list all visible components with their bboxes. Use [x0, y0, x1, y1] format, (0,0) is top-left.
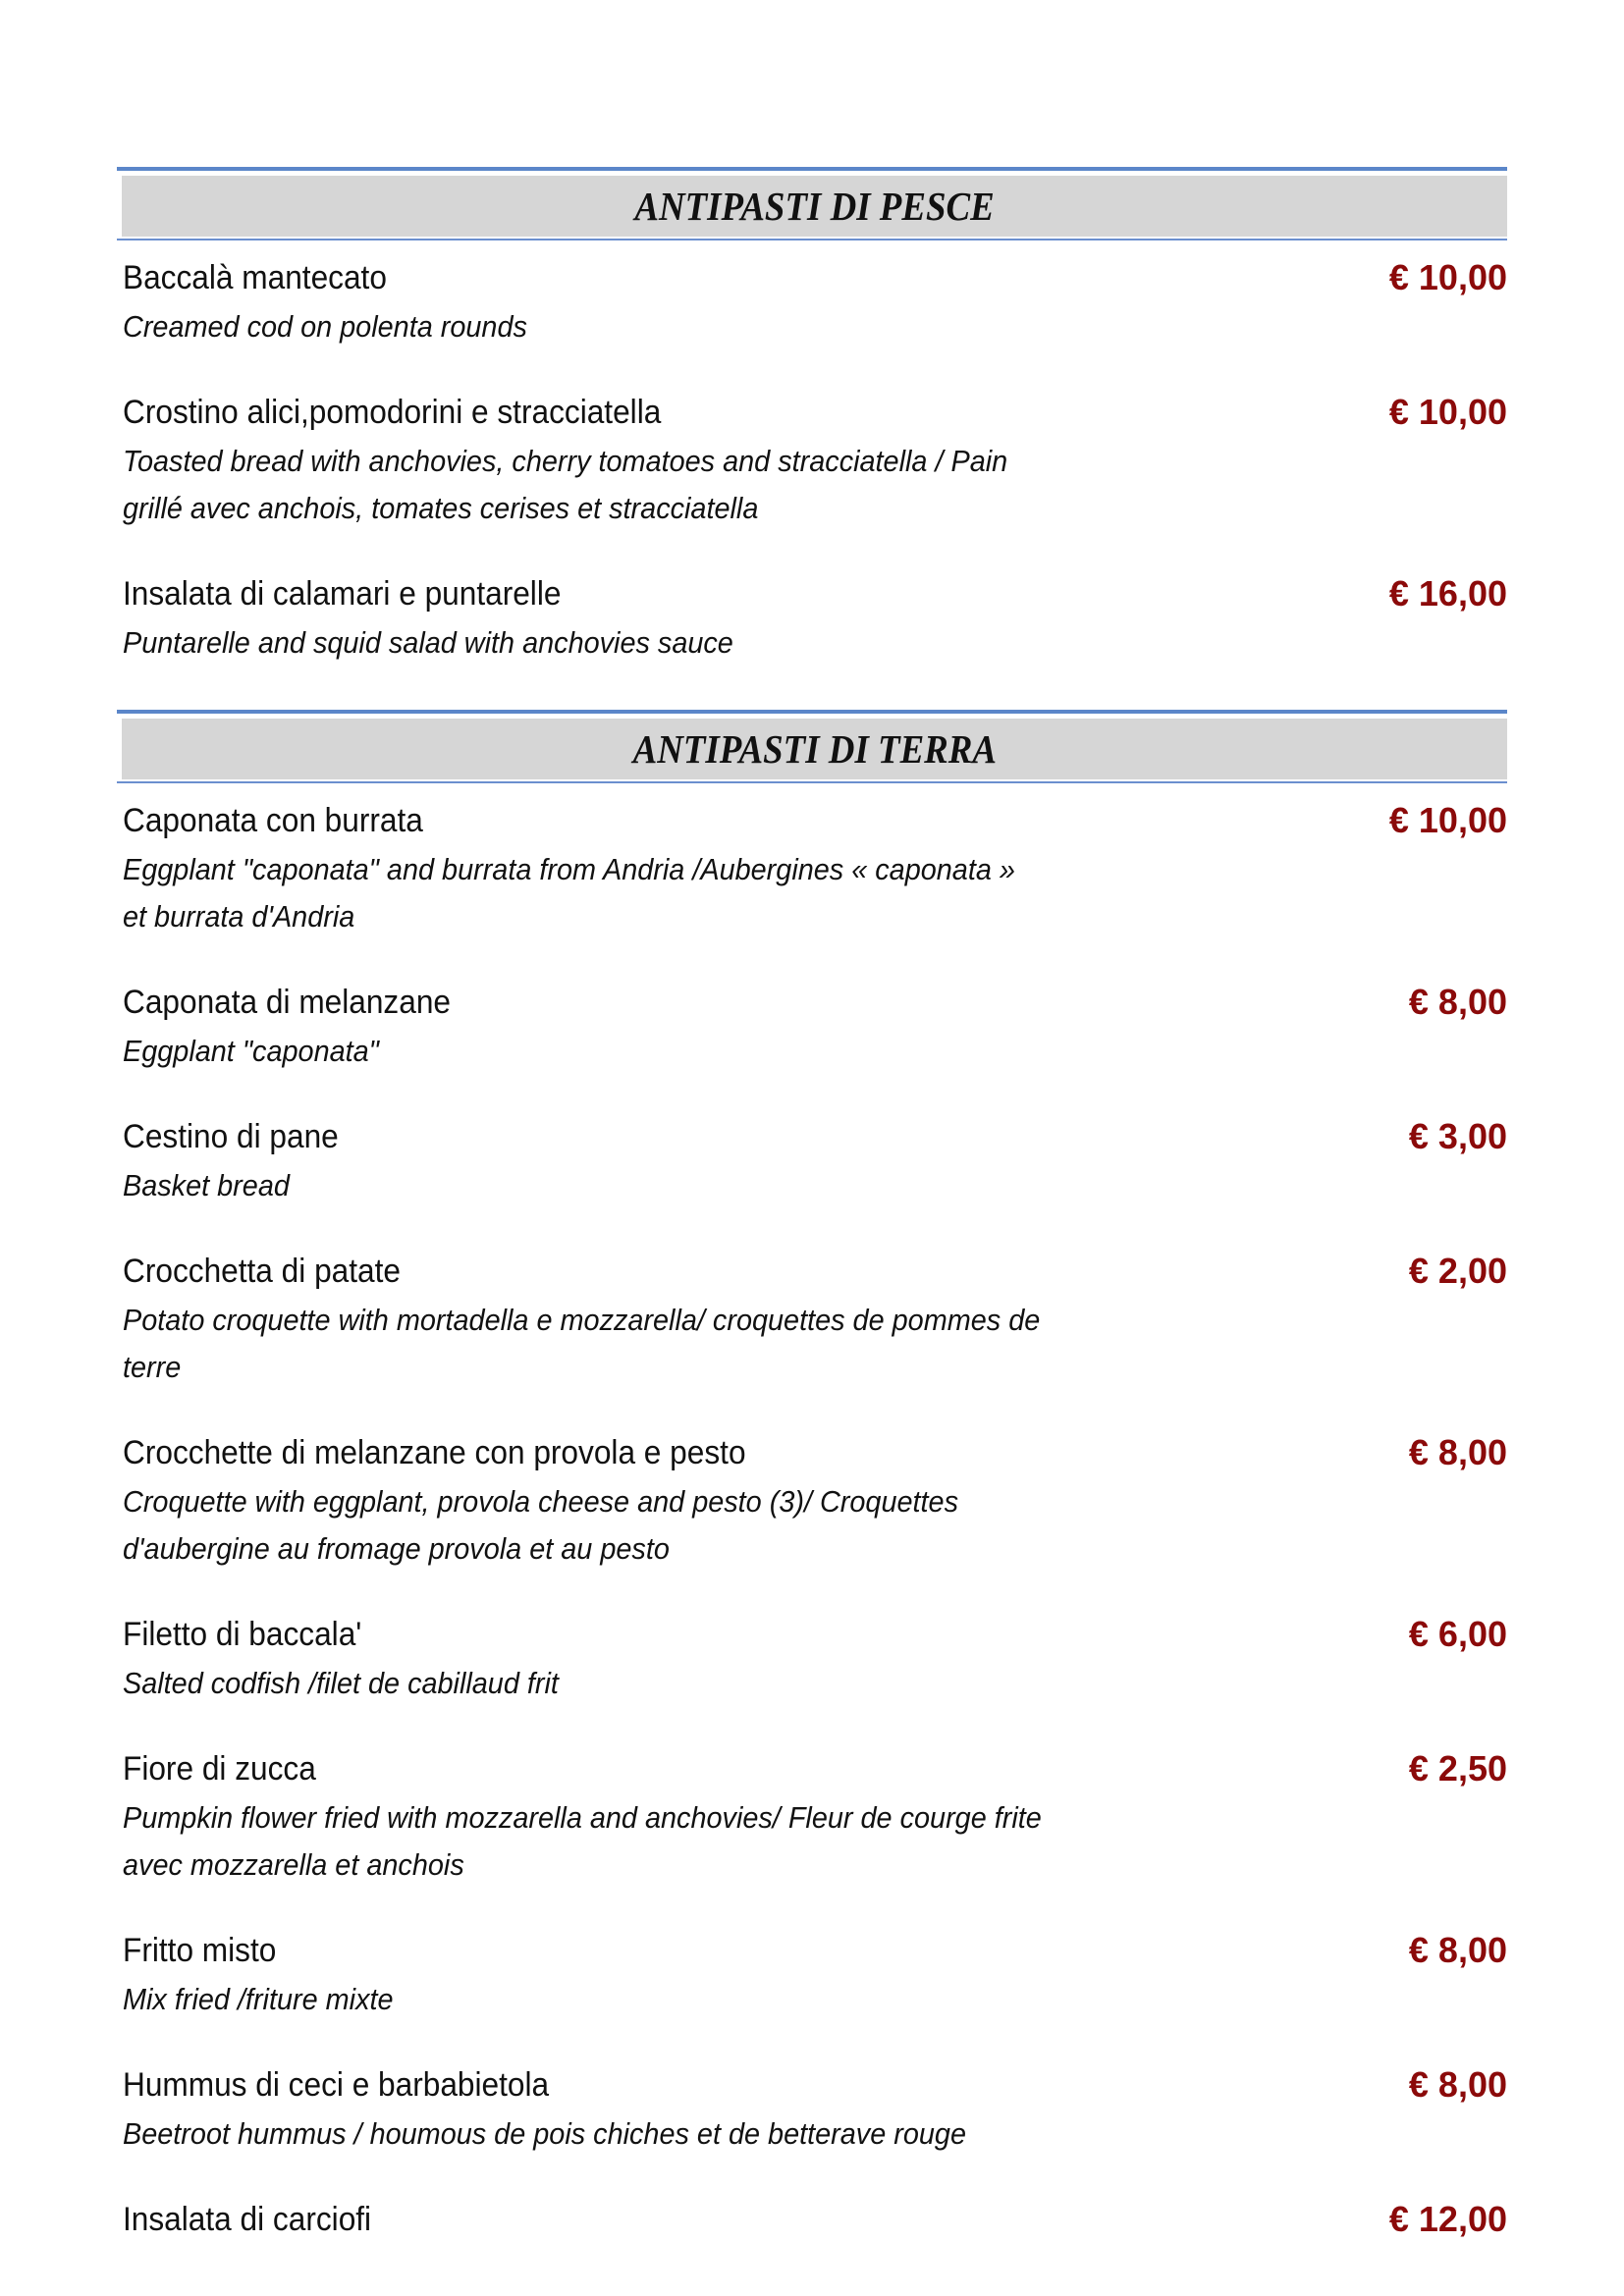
menu-item [123, 977, 1507, 1075]
item-description: Potato croquette with mortadella e mozzarella/ croquettes de pommes de [123, 1303, 1041, 1337]
item-name: Hummus di ceci e barbabietola [123, 2066, 550, 2104]
item-description: avec mozzarella et anchois [123, 1847, 464, 1882]
item-description: Creamed cod on polenta rounds [123, 309, 527, 344]
item-name: Crostino alici,pomodorini e stracciatella [123, 394, 662, 431]
item-description: Mix fried /friture mixte [123, 1982, 394, 2016]
menu-item [123, 252, 1507, 350]
item-name: Insalata di carciofi [123, 2201, 372, 2238]
menu-item [123, 1111, 1507, 1209]
section-title: ANTIPASTI DI PESCE [634, 184, 995, 229]
item-name: Insalata di calamari e puntarelle [123, 575, 562, 613]
item-price: € 16,00 [1388, 573, 1507, 614]
menu-item [123, 2194, 1507, 2245]
item-name: Baccalà mantecato [123, 259, 387, 296]
item-price: € 12,00 [1388, 2199, 1507, 2239]
item-name: Fritto misto [123, 1932, 277, 1969]
section-band [122, 176, 1507, 237]
item-price: € 8,00 [1408, 2064, 1507, 2105]
section-header [117, 710, 1507, 784]
item-description: Beetroot hummus / houmous de pois chiches et de betterave rouge [123, 2116, 967, 2151]
menu-item [123, 1925, 1507, 2023]
menu-item [123, 2059, 1507, 2158]
divider [117, 710, 1507, 714]
item-description: Eggplant "caponata" [123, 1034, 379, 1068]
divider [117, 167, 1507, 171]
menu-section [117, 167, 1507, 703]
menu-item [123, 1246, 1507, 1391]
item-name: Crocchetta di patate [123, 1253, 401, 1290]
item-description: d'aubergine au fromage provola et au pesto [123, 1531, 670, 1566]
menu-item [123, 1609, 1507, 1707]
item-description: Basket bread [123, 1168, 290, 1202]
menu-item [123, 568, 1507, 667]
menu-item [123, 795, 1507, 940]
item-price: € 10,00 [1388, 800, 1507, 840]
item-name: Fiore di zucca [123, 1750, 316, 1788]
item-description: et burrata d'Andria [123, 899, 355, 934]
item-price: € 10,00 [1388, 257, 1507, 297]
item-price: € 8,00 [1408, 1432, 1507, 1472]
item-price: € 3,00 [1408, 1116, 1507, 1156]
item-name: Caponata di melanzane [123, 984, 452, 1021]
divider [117, 239, 1507, 240]
section-title: ANTIPASTI DI TERRA [632, 726, 997, 772]
item-list [117, 795, 1507, 2245]
item-price: € 8,00 [1408, 982, 1507, 1022]
item-name: Crocchette di melanzane con provola e pesto [123, 1434, 746, 1471]
item-list [117, 252, 1507, 667]
item-price: € 10,00 [1388, 392, 1507, 432]
menu-section [117, 710, 1507, 2281]
item-description: Eggplant "caponata" and burrata from Andria /Aubergines « caponata » [123, 852, 1015, 886]
section-header [117, 167, 1507, 241]
item-description: Croquette with eggplant, provola cheese and pesto (3)/ Croquettes [123, 1484, 959, 1519]
item-price: € 2,00 [1408, 1251, 1507, 1291]
item-description: terre [123, 1350, 182, 1384]
item-name: Cestino di pane [123, 1118, 339, 1155]
item-price: € 6,00 [1408, 1614, 1507, 1654]
menu-item [123, 1743, 1507, 1889]
item-name: Caponata con burrata [123, 802, 423, 839]
divider [117, 781, 1507, 783]
item-description: Salted codfish /filet de cabillaud frit [123, 1666, 559, 1700]
menu-item [123, 1427, 1507, 1573]
item-description: grillé avec anchois, tomates cerises et stracciatella [123, 491, 759, 525]
item-price: € 2,50 [1408, 1748, 1507, 1789]
item-price: € 8,00 [1408, 1930, 1507, 1970]
item-name: Filetto di baccala' [123, 1616, 362, 1653]
item-description: Toasted bread with anchovies, cherry tomatoes and stracciatella / Pain [123, 444, 1008, 478]
item-description: Puntarelle and squid salad with anchovies sauce [123, 625, 733, 660]
menu-item [123, 387, 1507, 532]
item-description: Pumpkin flower fried with mozzarella and anchovies/ Fleur de courge frite [123, 1800, 1042, 1835]
section-band [122, 719, 1507, 779]
